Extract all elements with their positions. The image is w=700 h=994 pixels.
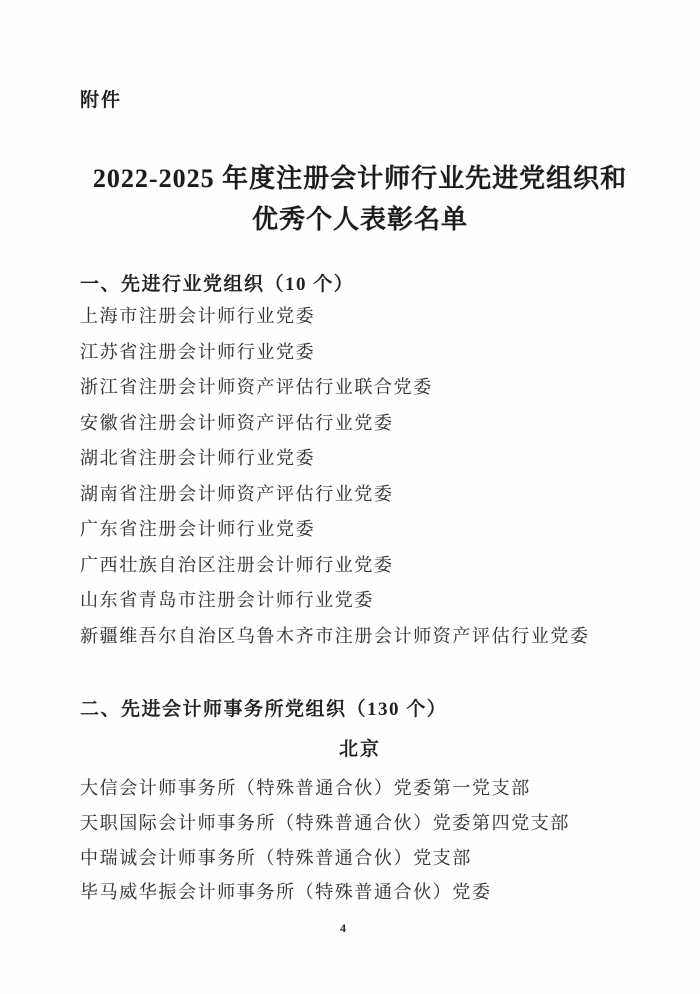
org-list-item: 湖南省注册会计师资产评估行业党委	[80, 483, 394, 504]
city-subheading-beijing: 北京	[338, 739, 381, 760]
section-1-heading: 一、先进行业党组织（10 个）	[80, 274, 355, 295]
firm-party-org-list	[80, 771, 640, 910]
section-2-heading: 二、先进会计师事务所党组织（130 个）	[80, 699, 448, 720]
title-line-2: 优秀个人表彰名单	[251, 205, 468, 234]
org-list-item: 新疆维吾尔自治区乌鲁木齐市注册会计师资产评估行业党委	[80, 625, 590, 646]
org-list-item: 浙江省注册会计师资产评估行业联合党委	[80, 377, 433, 397]
attachment-label: 附件	[80, 90, 123, 111]
org-list-item: 山东省青岛市注册会计师行业党委	[80, 590, 374, 610]
org-list-item: 上海市注册会计师行业党委	[80, 306, 316, 326]
org-list-item: 江苏省注册会计师行业党委	[80, 341, 316, 362]
firm-list-item: 大信会计师事务所（特殊普通合伙）党委第一党支部	[80, 778, 531, 798]
org-list-item: 广东省注册会计师行业党委	[80, 519, 316, 539]
org-list-item: 广西壮族自治区注册会计师行业党委	[80, 554, 394, 575]
firm-list-item: 天职国际会计师事务所（特殊普通合伙）党委第四党支部	[80, 812, 570, 833]
firm-list-item: 中瑞诚会计师事务所（特殊普通合伙）党支部	[80, 847, 472, 868]
page-number: 4	[340, 921, 346, 935]
industry-party-org-list	[80, 299, 640, 654]
org-list-item: 湖北省注册会计师行业党委	[80, 448, 316, 468]
title-line-1: 2022-2025 年度注册会计师行业先进党组织和	[92, 164, 628, 193]
document-title	[80, 158, 640, 240]
firm-list-item: 毕马威华振会计师事务所（特殊普通合伙）党委	[80, 882, 492, 903]
org-list-item: 安徽省注册会计师资产评估行业党委	[80, 412, 394, 433]
